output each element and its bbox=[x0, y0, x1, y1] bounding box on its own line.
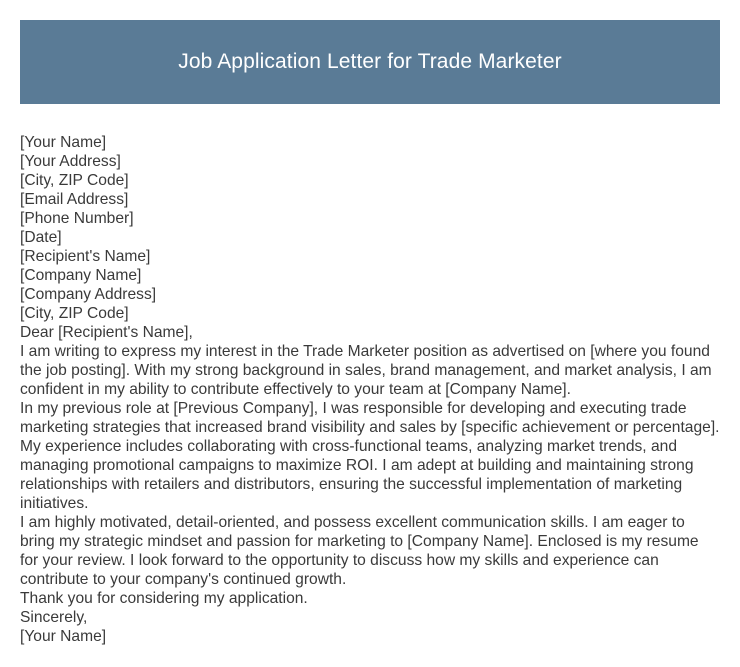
paragraph-thanks: Thank you for considering my application. bbox=[20, 590, 308, 607]
title-banner bbox=[20, 20, 720, 104]
sender-email: [Email Address] bbox=[20, 191, 129, 208]
recipient-city-zip: [City, ZIP Code] bbox=[20, 305, 129, 322]
page-title: Job Application Letter for Trade Marketer bbox=[178, 50, 562, 73]
recipient-name: [Recipient's Name] bbox=[20, 248, 151, 265]
paragraph-experience: In my previous role at [Previous Company], I was responsible for developing and executing trade marketing strategies that increased brand visibility and sales by [specific achievement or percentage]. My experience includes collaborating with cross-functional teams, analyzing market trends, and managing promotional campaigns to maximize ROI. I am adept at building and maintaining strong relationships with retailers and distributors, ensuring the successful implementation of marketing initiatives. bbox=[20, 400, 720, 512]
signature: [Your Name] bbox=[20, 628, 107, 645]
letter-date: [Date] bbox=[20, 229, 62, 246]
recipient-company-address: [Company Address] bbox=[20, 286, 157, 303]
sender-city-zip: [City, ZIP Code] bbox=[20, 172, 129, 189]
recipient-company: [Company Name] bbox=[20, 267, 142, 284]
letter-body bbox=[20, 133, 720, 646]
paragraph-qualities: I am highly motivated, detail-oriented, and possess excellent communication skills. I am eager to bring my strategic mindset and passion for marketing to [Company Name]. Enclosed is my resume for your review. I look forward to the opportunity to discuss how my skills and experience can contribute to your company's continued growth. bbox=[20, 514, 699, 588]
paragraph-intro: I am writing to express my interest in the Trade Marketer position as advertised on [where you found the job posting]. With my strong background in sales, brand management, and market analysis, I am confident in my ability to contribute effectively to your team at [Company Name]. bbox=[20, 343, 712, 398]
salutation: Dear [Recipient's Name], bbox=[20, 324, 193, 341]
closing: Sincerely, bbox=[20, 609, 88, 626]
sender-phone: [Phone Number] bbox=[20, 210, 134, 227]
sender-name: [Your Name] bbox=[20, 134, 107, 151]
sender-address: [Your Address] bbox=[20, 153, 121, 170]
